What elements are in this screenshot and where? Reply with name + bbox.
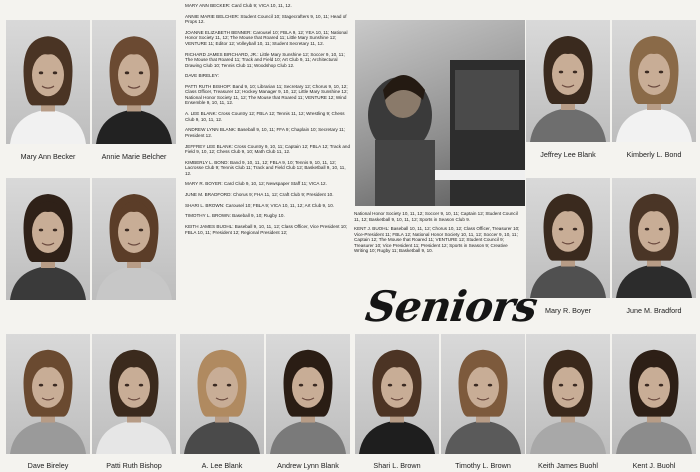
portrait-caption: Mary Ann Becker [20, 152, 76, 161]
senior-bio-continued [354, 211, 522, 258]
bio-entry: ANNIE MARIE BELCHER: Student Council 10; Stagecrafters 9, 10, 11; Head of Props 12. [185, 13, 347, 25]
portrait-caption: Patti Ruth Bishop [106, 461, 162, 470]
portrait-photo [612, 334, 696, 454]
portrait-photo [6, 20, 90, 144]
portrait-caption: Dave Bireley [27, 461, 69, 470]
bio-entry: National Honor Society 10, 11, 12; Soccer 9, 10, 11; Captain 12; Student Council 11, 12; Basketball 9, 10, 11, 12; Sports in Season Club 9. [354, 211, 518, 222]
bio-entry: KENT J. BUOHL: Baseball 10, 11, 12; Chorus 10, 12; Class Officer, Treasurer 10; Vice-President 11; FBLA 12; National Honor Society 10, 11, 12; Soccer 9, 10, 11; Captain 12; The Mouse that Roared 11; VENTURE 12; Student Council 9; Treasurer 10; Vice President 11; President 12; Sports in Season 9; Creative Writing 10; Rugby 11; Basketball 9, 10. [354, 226, 520, 254]
portrait-photo [6, 334, 90, 454]
portrait-caption: Kimberly L. Bond [626, 150, 682, 159]
portrait-caption: Mary R. Boyer [545, 306, 591, 315]
portrait-caption: Jeffrey Lee Blank [540, 150, 596, 159]
portrait-caption: Kent J. Buohl [632, 461, 676, 470]
portrait-photo [92, 334, 176, 454]
portrait-caption: Timothy L. Brown [455, 461, 511, 470]
bio-entry: ANDREW LYNN BLANK: Baseball 9, 10, 11; FFA 9; Chaplain 10; Secretary 11; President 12. [185, 127, 346, 138]
portrait-photo [441, 334, 525, 454]
bio-entry: KEITH JAMES BUOHL: Baseball 9, 10, 11, 12; Class Officer, Vice President 10; FBLA 10, 11; President 12; Regional President 12; [185, 224, 348, 235]
bio-entry: MARY ANN BECKER: Card Club 9; VICA 10, 11, 12. [185, 3, 292, 8]
portrait-photo [92, 20, 176, 144]
bio-entry: JOANNE ELIZABETH BENNER: Carousel 10; FBLA 9, 12; YEA 10, 11; National Honor Society 11, 12; The Mouse that Roared 11; Little Mary Sunshine 12; VENTURE 11; Editor 12; Volleyball 10, 11; Student Secretary 11, 12. [185, 29, 348, 46]
piano-candid-photo [355, 20, 525, 206]
portrait-caption: A. Lee Blank [201, 461, 243, 470]
bio-entry: JUNE M. BRADFORD: Chorus 9; FHA 11, 12; Craft Club 9; President 10. [185, 192, 334, 198]
bio-entry: SHARI L. BROWN: Carousel 10; FBLA 9; VICA 10, 11, 12; Art Club 9, 10. [185, 202, 335, 208]
portrait-caption: June M. Bradford [626, 306, 682, 315]
bio-entry: A. LEE BLANK: Cross Country 12; FBLA 12; Tennis 11, 12; Wrestling 9; Chess Club 9, 10, 11, 12. [185, 111, 345, 122]
bio-entry: KIMBERLY L. BOND: Band 9, 10, 11, 12; FBLA 9, 10; Tennis 9, 10, 11, 12; Lacrosse Club 9; Tennis Club 11; Track and Field Club 12; Basketball 9, 10, 11, 12. [185, 159, 346, 176]
portrait-photo [526, 178, 610, 298]
bio-entry: JEFFREY LEE BLANK: Cross Country 9, 10, 11; Captain 12; FBLA 12; Track and Field 9, 10, 12; Chess Club 9, 10; Math Club 11, 12. [185, 143, 351, 154]
bio-entry: DAVE BIRELEY: [185, 73, 219, 79]
portrait-photo [612, 178, 696, 298]
portrait-photo [266, 334, 350, 454]
portrait-photo [526, 334, 610, 454]
portrait-photo [180, 334, 264, 454]
portrait-caption: Shari L. Brown [373, 461, 421, 470]
bio-entry: RICHARD JAMES BIRCHARD, JR.: Little Mary Sunshine 12; Soccer 9, 10, 11; The Mouse that Roared 11; Track and Field 10; Art Club 9, 11; Architectural Drawing Club 10; Tennis Club 11; Woodshop Club 12. [185, 51, 345, 68]
portrait-caption: Annie Marie Belcher [101, 152, 167, 161]
portrait-caption: Keith James Buohl [538, 461, 598, 470]
portrait-photo [526, 20, 610, 142]
bio-entry: MARY R. BOYER: Card Club 9, 10, 12; Newspaper Staff 11; VICA 12. [185, 181, 327, 187]
portrait-photo [6, 178, 90, 300]
portrait-photo [355, 334, 439, 454]
portrait-caption: Andrew Lynn Blank [277, 461, 339, 470]
senior-bio-list [185, 3, 353, 240]
bio-entry: TIMOTHY L. BROWN: Baseball 9, 10; Rugby 10. [185, 213, 285, 219]
portrait-photo [92, 178, 176, 300]
portrait-photo [612, 20, 696, 142]
page-title: Seniors [362, 282, 540, 331]
bio-entry: PATTI RUTH BISHOP: Band 9, 10; Librarian 11; Secretary 12; Chorus 9, 10, 12; Class Officer, Treasurer 12; Hockey Manager 9, 10, 12; Little Mary Sunshine 12; National Honor Society 11, 12; The Mouse that Roared 11; VENTURE 12; Wind Ensemble 9, 10, 11, 12. [185, 83, 348, 106]
